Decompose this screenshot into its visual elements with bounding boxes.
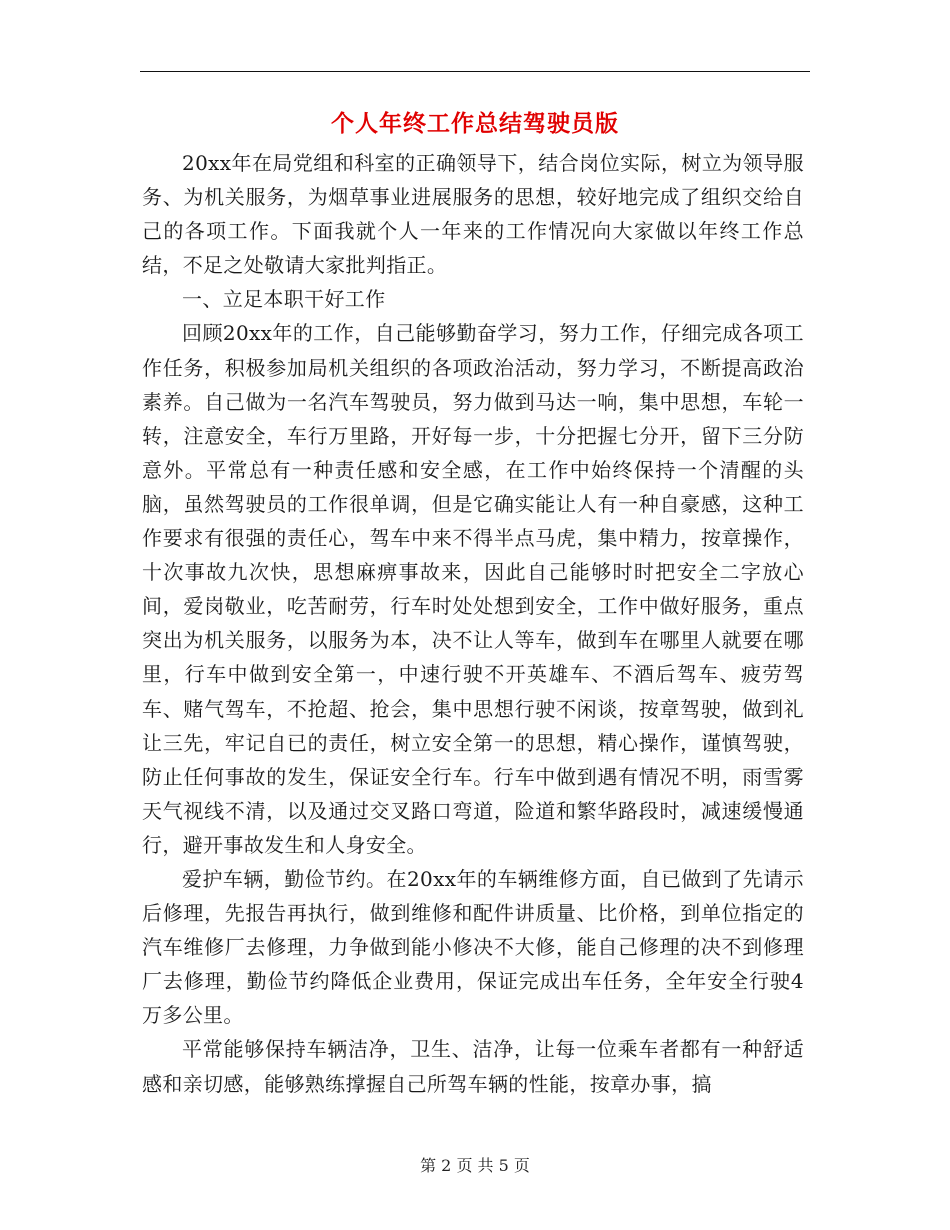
section-heading: 一、立足本职干好工作 — [182, 287, 386, 312]
body-paragraph: 回顾20xx年的工作，自己能够勤奋学习，努力工作，仔细完成各项工作任务，积极参加局机关组织的各项政治活动，努力学习，不断提高政治素养。自己做为一名汽车驾驶员，努力做到马达一响，集中思想，车轮一转，注意安全，车行万里路，开好每一步，十分把握七分开，留下三分防意外。平常总有一种责任感和安全感，在工作中始终保持一个清醒的头脑，虽然驾驶员的工作很单调，但是它确实能让人有一种自豪感，这种工作要求有很强的责任心，驾车中来不得半点马虎，集中精力，按章操作，十次事故九次快，思想麻痹事故来，因此自己能够时时把安全二字放心间，爱岗敬业，吃苦耐劳，行车时处处想到安全，工作中做好服务，重点突出为机关服务，以服务为本，决不让人等车，做到车在哪里人就要在哪里，行车中做到安全第一，中速行驶不开英雄车、不酒后驾车、疲劳驾车、赌气驾车，不抢超、抢会，集中思想行驶不闲谈，按章驾驶，做到礼让三先，牢记自已的责任，树立安全第一的思想，精心操作，谨慎驾驶，防止任何事故的发生，保证安全行车。行车中做到遇有情况不明，雨雪雾天气视线不清，以及通过交叉路口弯道，险道和繁华路段时，减速缓慢通行，避开事故发生和人身安全。 — [142, 321, 804, 857]
intro-paragraph: 20xx年在局党组和科室的正确领导下，结合岗位实际，树立为领导服务、为机关服务，为烟草事业进展服务的思想，较好地完成了组织交给自己的各项工作。下面我就个人一年来的工作情况向大家做以年终工作总结，不足之处敬请大家批判指正。 — [142, 151, 804, 278]
body-paragraph: 平常能够保持车辆洁净，卫生、洁净，让每一位乘车者都有一种舒适感和亲切感，能够熟练撑握自己所驾车辆的性能，按章办事，搞 — [142, 1037, 804, 1096]
header-rule — [140, 71, 810, 72]
page-number-footer: 第 2 页 共 5 页 — [420, 1156, 530, 1175]
document-title: 个人年终工作总结驾驶员版 — [331, 110, 619, 137]
document-body — [142, 146, 804, 1101]
body-paragraph: 爱护车辆，勤俭节约。在20xx年的车辆维修方面，自已做到了先请示后修理，先报告再执行，做到维修和配件讲质量、比价格，到单位指定的汽车维修厂去修理，力争做到能小修决不大修，能自己修理的决不到修理厂去修理，勤俭节约降低企业费用，保证完成出车任务，全年安全行驶4万多公里。 — [142, 866, 804, 1028]
